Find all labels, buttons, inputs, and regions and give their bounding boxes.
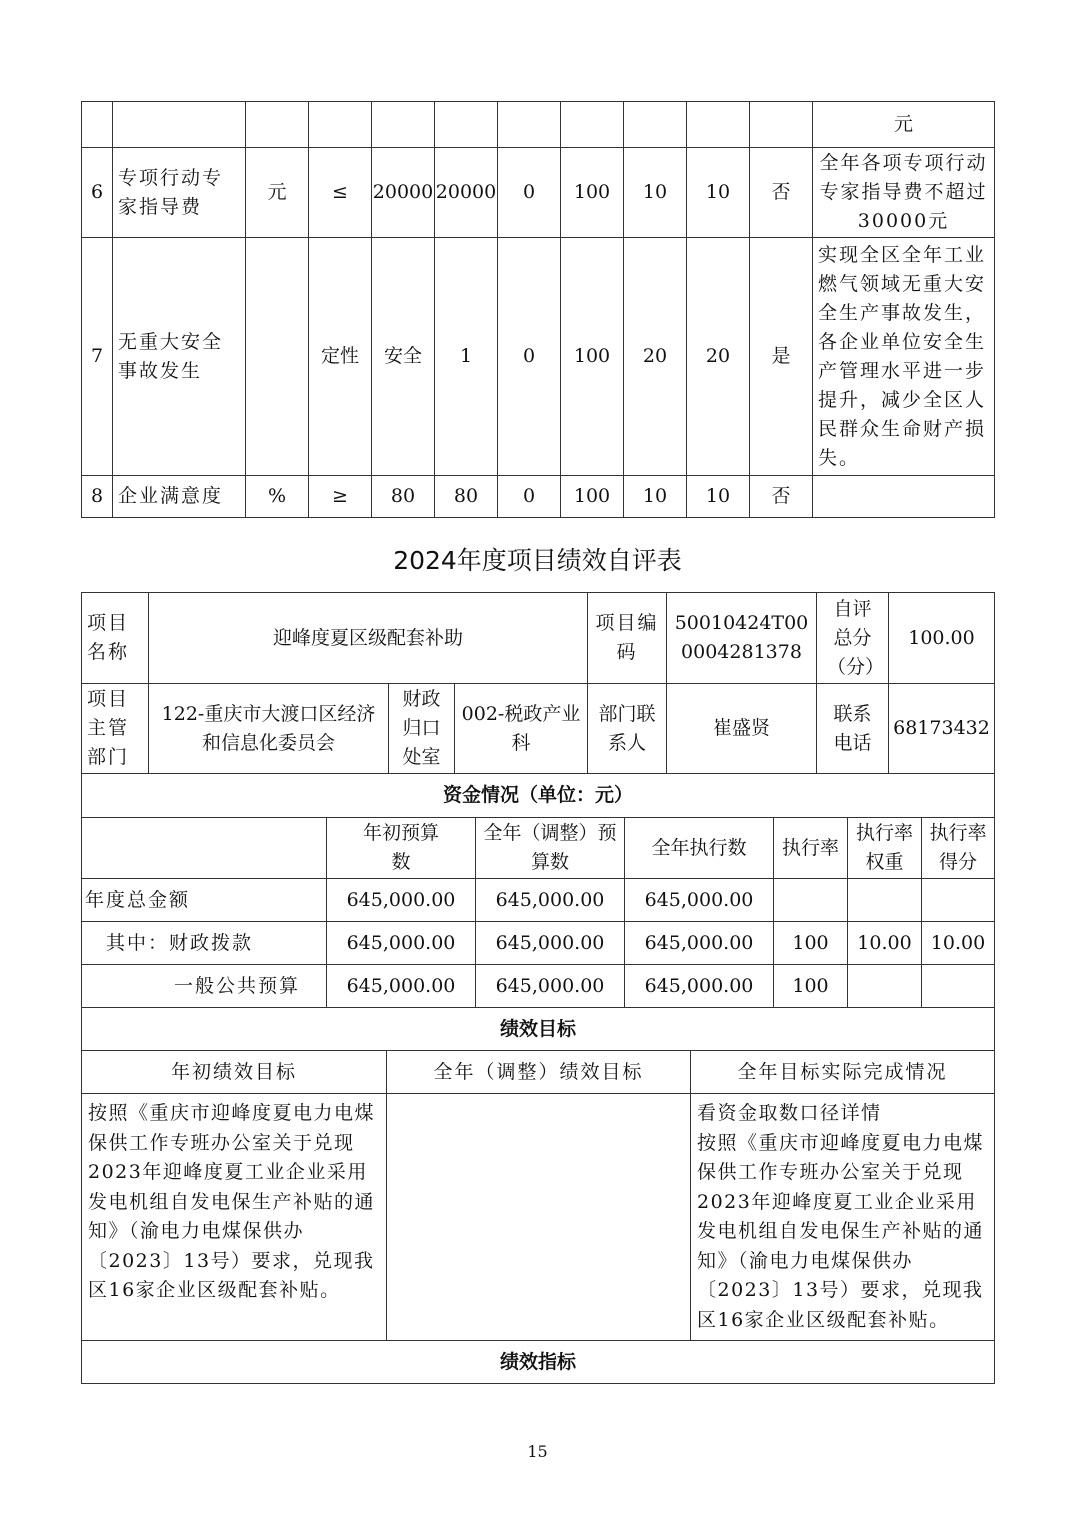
table-row: 年初预算数 全年（调整）预算数 全年执行数 执行率 执行率权重 执行率得分 <box>82 818 995 879</box>
dept-label: 项目主管部门 <box>82 684 149 774</box>
table-row: 6 专项行动专家指导费 元 ≤ 20000 20000 0 100 10 10 否 全年各项专项行动专家指导费不超过30000元 <box>82 148 995 238</box>
project-header-table <box>81 592 995 818</box>
actual-goal-text: 按照《重庆市迎峰度夏电力电煤保供工作专班办公室关于兑现2023年迎峰度夏工业企业采用发电机组自发电保生产补贴的通知》（渝电力电煤保供办〔2023〕13号）要求，兑现我区16家企业区级配套补贴。 <box>697 1131 985 1331</box>
funds-section-title: 资金情况（单位：元） <box>82 774 995 818</box>
table-row <box>82 1341 995 1384</box>
phone: 68173432 <box>889 684 995 774</box>
project-name: 迎峰度夏区级配套补助 <box>149 593 588 684</box>
table-row: 一般公共预算 645,000.00 645,000.00 645,000.00 100 <box>82 965 995 1008</box>
table-row: 年初绩效目标 全年（调整）绩效目标 全年目标实际完成情况 <box>82 1051 995 1094</box>
page-number: 15 <box>527 1442 548 1461</box>
finance-office: 002-税政产业科 <box>455 684 588 774</box>
finance-office-label: 财政归口处室 <box>389 684 455 774</box>
project-code: 50010424T000004281378 <box>667 593 817 684</box>
goals-section-title: 绩效目标 <box>82 1008 995 1051</box>
indicator-table-continued <box>81 101 995 518</box>
table-row <box>82 1008 995 1051</box>
adjusted-goal-text <box>387 1094 691 1341</box>
table-row: 7 无重大安全事故发生 定性 安全 1 0 100 20 20 是 实现全区全年工业燃气领域无重大安全生产事故发生，各企业单位安全生产管理水平进一步提升，减少全区人民群众生命财产损失。 <box>82 238 995 476</box>
table-row <box>82 1094 995 1341</box>
table-row: 其中：财政拨款 645,000.00 645,000.00 645,000.00 100 10.00 10.00 <box>82 922 995 965</box>
table-row <box>82 684 995 774</box>
funds-table <box>81 817 995 1008</box>
actual-goal-cell <box>691 1094 995 1341</box>
initial-goal-text: 按照《重庆市迎峰度夏电力电煤保供工作专班办公室关于兑现2023年迎峰度夏工业企业采用发电机组自发电保生产补贴的通知》（渝电力电煤保供办〔2023〕13号）要求，兑现我区16家企业区级配套补贴。 <box>82 1094 387 1341</box>
contact: 崔盛贤 <box>667 684 817 774</box>
phone-label: 联系电话 <box>817 684 889 774</box>
page-title: 2024年度项目绩效自评表 <box>393 546 682 575</box>
table-row: 8 企业满意度 % ≥ 80 80 0 100 10 10 否 <box>82 476 995 518</box>
goals-table <box>81 1007 995 1384</box>
self-score: 100.00 <box>889 593 995 684</box>
actual-goal-note: 看资金取数口径详情 <box>697 1102 882 1124</box>
table-row <box>82 102 995 148</box>
project-name-label: 项目名称 <box>82 593 149 684</box>
note-cell: 元 <box>813 102 995 148</box>
project-code-label: 项目编码 <box>588 593 667 684</box>
contact-label: 部门联系人 <box>588 684 667 774</box>
self-score-label: 自评总分（分） <box>817 593 889 684</box>
table-row: 年度总金额 645,000.00 645,000.00 645,000.00 <box>82 879 995 922</box>
table-row <box>82 593 995 684</box>
table-row <box>82 774 995 818</box>
indicators-section-title: 绩效指标 <box>82 1341 995 1384</box>
dept: 122-重庆市大渡口区经济和信息化委员会 <box>149 684 389 774</box>
